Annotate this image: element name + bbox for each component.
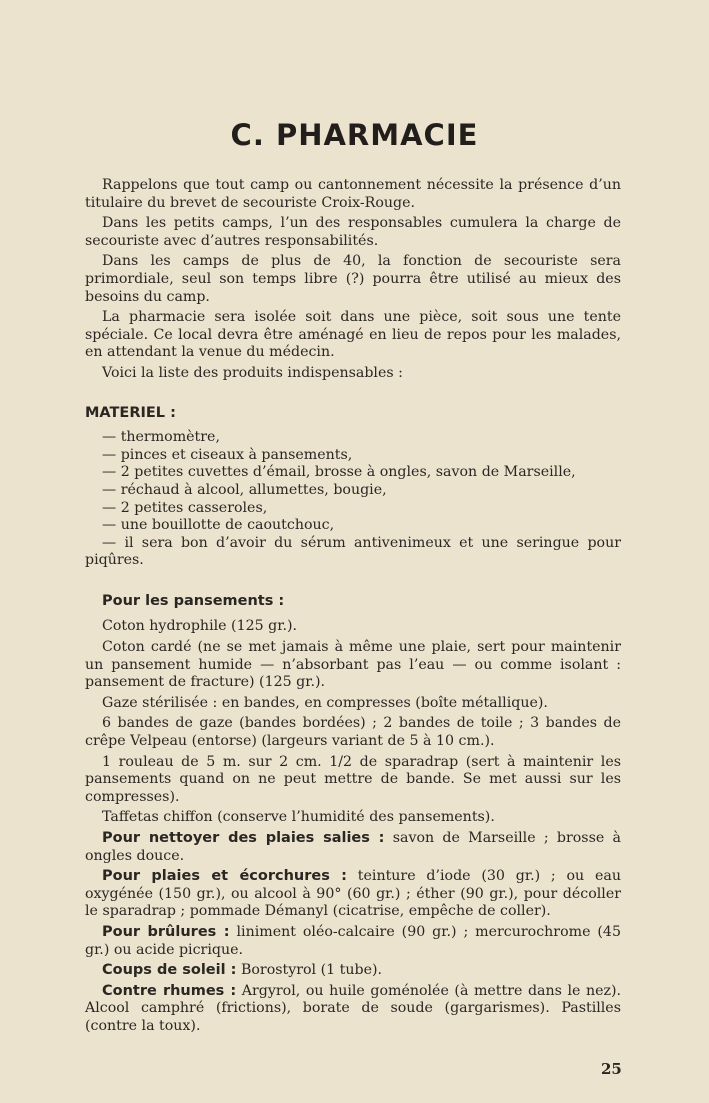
- remedy-paragraph: [85, 983, 621, 1036]
- intro-paragraph: Voici la liste des produits indispensables :: [102, 364, 403, 381]
- remedy-text: Borostyrol (1 tube).: [236, 962, 383, 979]
- materiel-list: [85, 429, 621, 570]
- list-item: — réchaud à alcool, allumettes, bougie,: [102, 481, 387, 498]
- pansements-item: Gaze stérilisée : en bandes, en compresses (boîte métallique).: [102, 694, 548, 711]
- list-item: — 2 petites cuvettes d’émail, brosse à ongles, savon de Marseille,: [102, 464, 576, 481]
- materiel-heading: MATERIEL :: [85, 404, 176, 421]
- list-item: — pinces et ciseaux à pansements,: [102, 446, 353, 463]
- pansements-item: 6 bandes de gaze (bandes bordées) ; 2 bandes de toile ; 3 bandes de crêpe Velpeau (entorse) (largeurs variant de 5 à 10 cm.).: [85, 715, 621, 750]
- page-number: 25: [601, 1060, 622, 1078]
- intro-paragraph: Dans les petits camps, l’un des responsables cumulera la charge de secouriste avec d’autres responsabilités.: [85, 215, 621, 249]
- remedy-label: Pour nettoyer des plaies salies :: [102, 830, 385, 846]
- document-body: [85, 177, 621, 1039]
- list-item: — 2 petites casseroles,: [102, 499, 268, 516]
- remedy-label: Pour brûlures :: [102, 923, 230, 940]
- remedy-paragraph: [85, 868, 621, 921]
- remedy-paragraph: [85, 830, 621, 865]
- pansements-heading: Pour les pansements :: [102, 592, 285, 609]
- page-title: C. PHARMACIE: [230, 118, 479, 152]
- pansements-item: Taffetas chiffon (conserve l’humidité des pansements).: [102, 809, 495, 826]
- remedy-label: Contre rhumes :: [102, 982, 237, 999]
- list-item: — une bouillotte de caoutchouc,: [102, 517, 335, 534]
- list-item: — thermomètre,: [102, 429, 220, 446]
- remedy-text: teinture d’iode (30 gr.) ; ou eau oxygénée (150 gr.), ou alcool à 90° (60 gr.) ; éther (90 gr.), pour décoller le sparadrap ; pommade Démanyl (cicatrise, empêche de coller).: [85, 868, 621, 920]
- pansements-item: Coton cardé (ne se met jamais à même une plaie, sert pour maintenir un pansement humide — n’absorbant pas l’eau — ou comme isolant : pansement de fracture) (125 gr.).: [85, 639, 621, 691]
- remedy-text: savon de Marseille ; brosse à ongles douce.: [85, 830, 621, 864]
- remedy-label: Coups de soleil :: [102, 962, 237, 979]
- intro-paragraph: La pharmacie sera isolée soit dans une pièce, soit sous une tente spéciale. Ce local devra être aménagé en lieu de repos pour les malades, en attendant la venue du médecin.: [85, 309, 621, 361]
- remedy-text: Argyrol, ou huile goménolée (à mettre dans le nez). Alcool camphré (frictions), borate de soude (gargarismes). Pastilles (contre la toux).: [85, 982, 622, 1034]
- intro-paragraph: Rappelons que tout camp ou cantonnement nécessite la présence d’un titulaire du brevet de secouriste Croix-Rouge.: [85, 177, 621, 211]
- list-item: — il sera bon d’avoir du sérum antivenimeux et une seringue pour piqûres.: [85, 534, 621, 569]
- remedy-paragraph: [85, 962, 621, 980]
- intro-paragraph: Dans les camps de plus de 40, la fonction de secouriste sera primordiale, seul son temps libre (?) pourra être utilisé au mieux des besoins du camp.: [85, 253, 621, 305]
- remedy-paragraph: [85, 924, 621, 959]
- remedy-label: Pour plaies et écorchures :: [102, 868, 347, 885]
- pansements-item: Coton hydrophile (125 gr.).: [102, 618, 298, 635]
- remedy-text: liniment oléo-calcaire (90 gr.) ; mercurochrome (45 gr.) ou acide picrique.: [85, 923, 621, 958]
- pansements-item: 1 rouleau de 5 m. sur 2 cm. 1/2 de sparadrap (sert à maintenir les pansements quand on ne peut mettre de bande. Se met aussi sur les compresses).: [85, 753, 621, 805]
